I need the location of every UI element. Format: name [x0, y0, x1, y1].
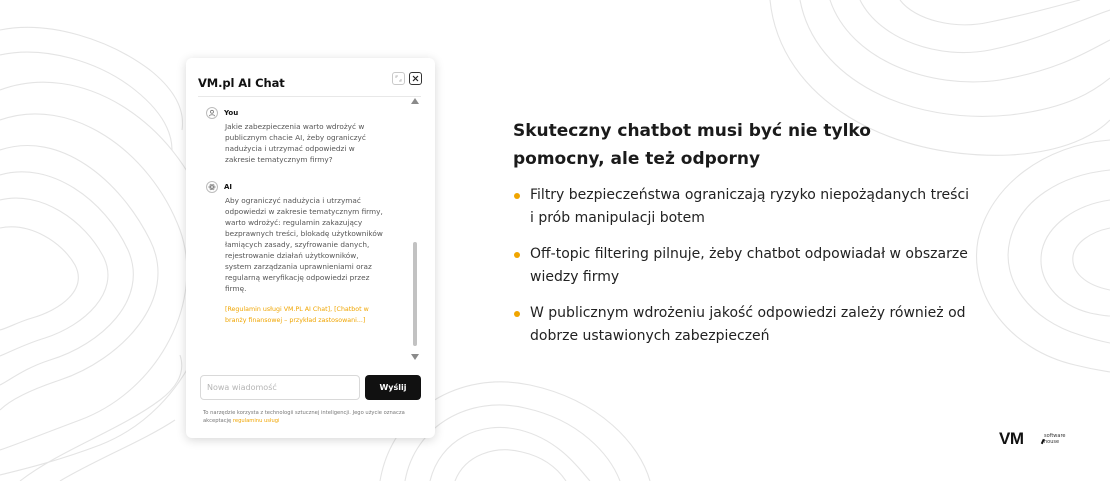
sender-name: AI: [224, 183, 233, 191]
bullet-dot-icon: [514, 311, 520, 317]
bullet-text: W publicznym wdrożeniu jakość odpowiedzi zależy również od dobrze ustawionych zabezpieczeń: [530, 305, 966, 344]
logo-tagline-2: house: [1044, 439, 1060, 445]
message-ai: [206, 180, 386, 326]
bullet-item: [513, 302, 973, 348]
bullet-dot-icon: [514, 252, 520, 258]
bullet-item: [513, 243, 973, 289]
chat-widget: [186, 58, 435, 438]
bullet-text: Off-topic filtering pilnuje, żeby chatbot odpowiadał w obszarze wiedzy firmy: [530, 246, 968, 285]
disclaimer: [203, 409, 423, 425]
header-divider: [198, 96, 421, 97]
bullet-item: [513, 184, 973, 230]
bullet-dot-icon: [514, 193, 520, 199]
chat-title: VM.pl AI Chat: [198, 76, 285, 90]
logo-tagline-1: software: [1044, 433, 1066, 439]
bullet-list: [513, 184, 973, 361]
scroll-up-arrow-icon[interactable]: [411, 98, 419, 104]
headline: Skuteczny chatbot musi być nie tylko pomocny, ale też odporny: [513, 121, 871, 169]
user-avatar-icon: [206, 107, 218, 119]
scroll-thumb[interactable]: [413, 242, 417, 346]
expand-button[interactable]: [392, 72, 405, 85]
logo-tagline: [1044, 433, 1065, 445]
sender-name: You: [224, 109, 239, 117]
chat-header: [198, 72, 425, 90]
bullet-text: Filtry bezpieczeństwa ograniczają ryzyko niepożądanych treści i prób manipulacji botem: [530, 187, 970, 226]
message-text: Aby ograniczyć nadużycia i utrzymać odpowiedzi w zakresie tematycznym firmy, warto wdrożyć: regulamin zakazujący bezprawnych treści, blokadę użytkowników łamiących zasady, szyfrowanie danych, rejestrowanie działań użytkowników, system zarządzania uprawnieniami oraz regularną weryfikację odpowiedzi przez firmę.: [225, 196, 383, 293]
send-button[interactable]: Wyślij: [365, 375, 421, 400]
scroll-down-arrow-icon[interactable]: [411, 354, 419, 360]
ai-avatar-icon: [206, 181, 218, 193]
close-icon: [412, 75, 419, 82]
message-text: Jakie zabezpieczenia warto wdrożyć w publicznym chacie AI, żeby ograniczyć nadużycia i utrzymać odpowiedzi w zakresie tematycznym firmy?: [225, 122, 366, 164]
expand-icon: [395, 75, 402, 82]
message-references-link[interactable]: [Regulamin usługi VM.PL AI Chat], [Chatbot w branży finansowej – przykład zastosowani...]: [225, 306, 369, 324]
terms-link[interactable]: regulaminu usługi: [232, 418, 280, 424]
vm-logo: [999, 429, 1079, 449]
logo-mark: VM: [999, 429, 1024, 448]
close-button[interactable]: [409, 72, 422, 85]
message-input[interactable]: [200, 375, 360, 400]
message-user: [206, 106, 386, 165]
chat-scrollbar[interactable]: [412, 98, 418, 360]
disclaimer-text: To narzędzie korzysta z technologii sztucznej inteligencji. Jego użycie oznacza akceptację: [203, 410, 405, 424]
